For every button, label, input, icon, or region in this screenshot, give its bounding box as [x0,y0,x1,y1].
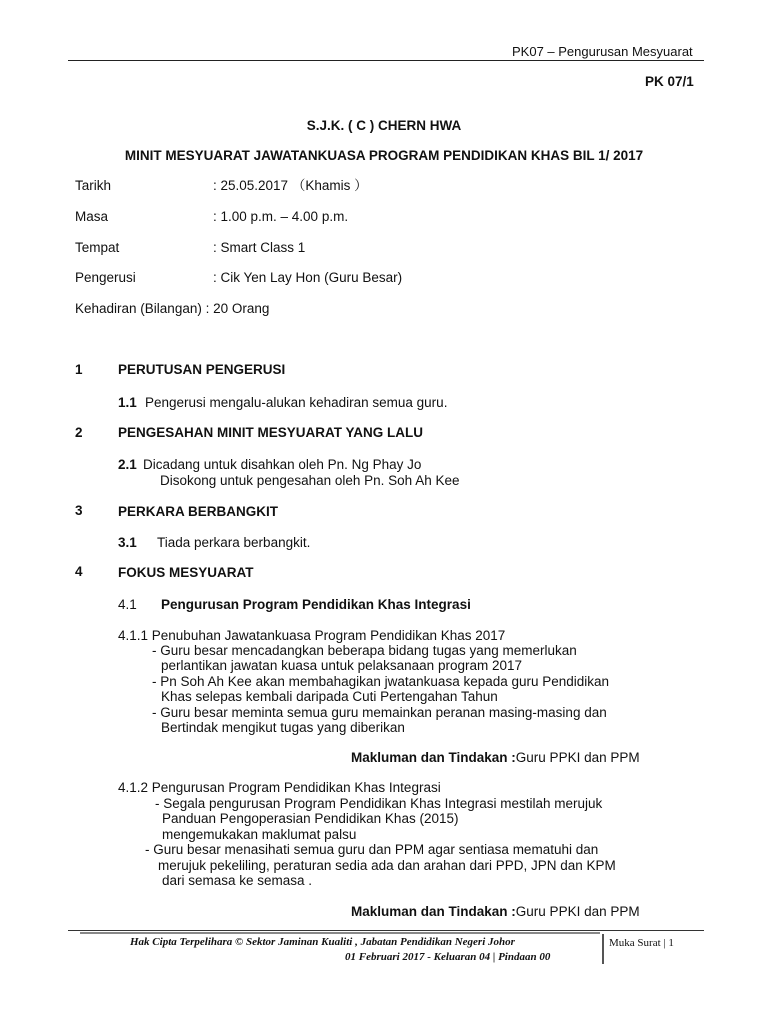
detail-value-time: : 1.00 p.m. – 4.00 p.m. [213,209,349,224]
footer-divider [602,934,604,964]
footer-rule [68,930,704,931]
item-4-1-number: 4.1 [118,597,137,612]
item-2-1-text-second: Disokong untuk pengesahan oleh Pn. Soh Ah Kee [160,473,460,488]
item-4-1-1-line: perlantikan jawatan kuasa untuk pelaksanaan program 2017 [161,658,522,673]
item-2-1-number: 2.1 [118,457,137,472]
detail-value-venue: : Smart Class 1 [213,240,306,255]
action-label: Makluman dan Tindakan : [351,904,516,919]
item-2-1-text: Dicadang untuk disahkan oleh Pn. Ng Phay Jo [143,457,422,472]
detail-label-time: Masa [75,209,109,224]
detail-label-chair: Pengerusi [75,270,136,285]
footer-copyright: Hak Cipta Terpelihara © Sektor Jaminan Kualiti , Jabatan Pendidikan Negeri Johor [130,936,515,948]
action-value: Guru PPKI dan PPM [515,904,640,919]
detail-value-chair: : Cik Yen Lay Hon (Guru Besar) [213,270,403,285]
header-rule [68,60,704,61]
action-label: Makluman dan Tindakan : [351,750,516,765]
section-3-number: 3 [75,503,83,518]
item-4-1-1-line: Khas selepas kembali daripada Cuti Pertengahan Tahun [161,689,498,704]
item-4-1-1-line: - Guru besar mencadangkan beberapa bidang tugas yang memerlukan [152,643,577,658]
page-number: Muka Surat | 1 [609,937,674,949]
item-4-1-1-title: 4.1.1 Penubuhan Jawatankuasa Program Pendidikan Khas 2017 [118,628,506,643]
section-1-heading: PERUTUSAN PENGERUSI [118,362,286,377]
item-4-1-2-line: mengemukakan maklumat palsu [162,827,357,842]
section-4-number: 4 [75,564,83,579]
item-4-1-2-line: - Segala pengurusan Program Pendidikan Khas Integrasi mestilah merujuk [155,796,603,811]
item-4-1-2-line: merujuk pekeliling, peraturan sedia ada dan arahan dari PPD, JPN dan KPM [158,858,616,873]
item-4-1-1-action [351,750,640,766]
item-4-1-2-title: 4.1.2 Pengurusan Program Pendidikan Khas Integrasi [118,780,441,795]
section-1-number: 1 [75,362,83,377]
form-code: PK 07/1 [645,74,694,89]
item-3-1-number: 3.1 [118,535,137,550]
section-4-heading: FOKUS MESYUARAT [118,565,254,580]
item-4-1-1-line: - Pn Soh Ah Kee akan membahagikan jwatankuasa kepada guru Pendidikan [152,674,610,689]
item-4-1-2-line: Panduan Pengoperasian Pendidikan Khas (2015) [162,811,459,826]
item-4-1-2-action [351,904,640,920]
item-3-1-text: Tiada perkara berbangkit. [157,535,311,550]
section-2-heading: PENGESAHAN MINIT MESYUARAT YANG LALU [118,425,424,440]
item-4-1-2-line: dari semasa ke semasa . [162,873,313,888]
item-4-1-2-line: - Guru besar menasihati semua guru dan PPM agar sentiasa mematuhi dan [145,842,599,857]
footer-rule-shadow [80,932,600,934]
item-4-1-1-line: - Guru besar meminta semua guru memainkan peranan masing-masing dan [152,705,607,720]
detail-label-venue: Tempat [75,240,120,255]
detail-attendance: Kehadiran (Bilangan) : 20 Orang [75,301,270,316]
document-reference: PK07 – Pengurusan Mesyuarat [512,44,693,59]
action-value: Guru PPKI dan PPM [515,750,640,765]
item-4-1-1-line: Bertindak mengikut tugas yang diberikan [161,720,405,735]
detail-label-date: Tarikh [75,178,112,193]
footer-release: 01 Februari 2017 - Keluaran 04 | Pindaan 00 [345,951,551,963]
item-1-1-number: 1.1 [118,395,137,410]
item-1-1-text: Pengerusi mengalu-alukan kehadiran semua guru. [145,395,448,410]
item-4-1-heading: Pengurusan Program Pendidikan Khas Integrasi [161,597,471,612]
section-2-number: 2 [75,425,83,440]
meeting-title: MINIT MESYUARAT JAWATANKUASA PROGRAM PENDIDIKAN KHAS BIL 1/ 2017 [124,148,644,163]
school-name: S.J.K. ( C ) CHERN HWA [306,118,462,133]
detail-value-date: : 25.05.2017 （Khamis ） [213,178,368,193]
section-3-heading: PERKARA BERBANGKIT [118,504,279,519]
